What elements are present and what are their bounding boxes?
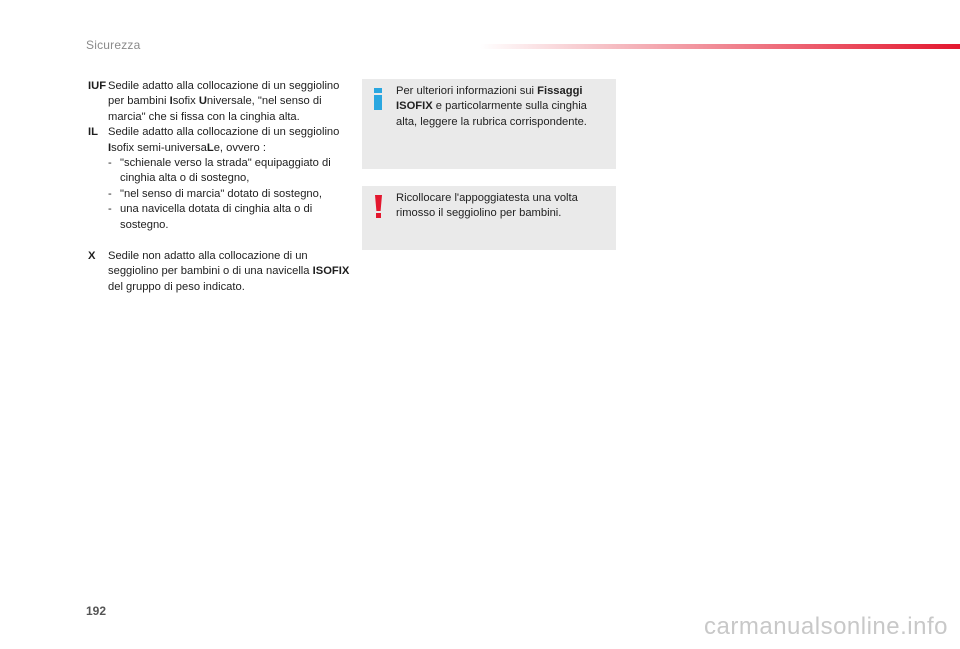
entry-iuf: [88, 79, 353, 125]
header-accent-bar: [480, 44, 960, 49]
bold-part: ISOFIX: [312, 265, 350, 278]
bold-part: I: [108, 141, 112, 154]
warning-icon: [375, 195, 382, 219]
warning-note-box: [362, 186, 616, 250]
text-part: Sedile non adatto alla collocazione di un seggiolino per bambini o di una navicella: [108, 250, 313, 278]
info-note-text: [396, 84, 606, 130]
code-label: X: [88, 250, 96, 263]
text-part: niversale, "nel senso di marcia" che si fissa con la cinghia alta.: [108, 95, 322, 123]
text-part: sofix: [172, 95, 199, 108]
info-icon: [374, 88, 382, 110]
text-part: del gruppo di peso indicato.: [108, 280, 245, 293]
text-part: Per ulteriori informazioni sui: [396, 85, 538, 97]
list-item: - una navicella dotata di cinghia alta o di sostegno.: [108, 203, 313, 231]
text-part: sofix semi-universa: [111, 141, 207, 154]
text-part: e, ovvero :: [213, 141, 266, 154]
text-part: Sedile adatto alla collocazione di un seggiolino per bambini: [108, 80, 340, 108]
entry-text: [108, 125, 353, 233]
entry-text: [108, 249, 353, 295]
bold-part: I: [169, 95, 173, 108]
text-part: e particolarmente sulla cinghia alta, leggere la rubrica corrispondente.: [396, 100, 587, 128]
page-number: 192: [86, 604, 107, 618]
left-column: [88, 79, 353, 295]
list-item: - "nel senso di marcia" dotato di sostegno,: [108, 187, 322, 200]
warning-note-text: Ricollocare l'appoggiatesta una volta rimosso il seggiolino per bambini.: [396, 192, 578, 220]
info-note-box: [362, 79, 616, 169]
text-part: Sedile adatto alla collocazione di un seggiolino: [108, 126, 340, 139]
section-title: Sicurezza: [86, 38, 141, 52]
il-options-list: [108, 156, 353, 233]
bold-part: L: [206, 141, 214, 154]
bold-part: U: [198, 95, 207, 108]
code-label: IL: [88, 126, 98, 139]
watermark: carmanualsonline.info: [704, 613, 948, 640]
entry-text: [108, 79, 353, 125]
list-item: - "schienale verso la strada" equipaggiato di cinghia alta o di sostegno,: [108, 157, 331, 185]
code-label: IUF: [88, 80, 107, 92]
bold-part: Fissaggi ISOFIX: [396, 85, 583, 113]
entry-x: [88, 249, 353, 295]
entry-il: [88, 125, 353, 233]
